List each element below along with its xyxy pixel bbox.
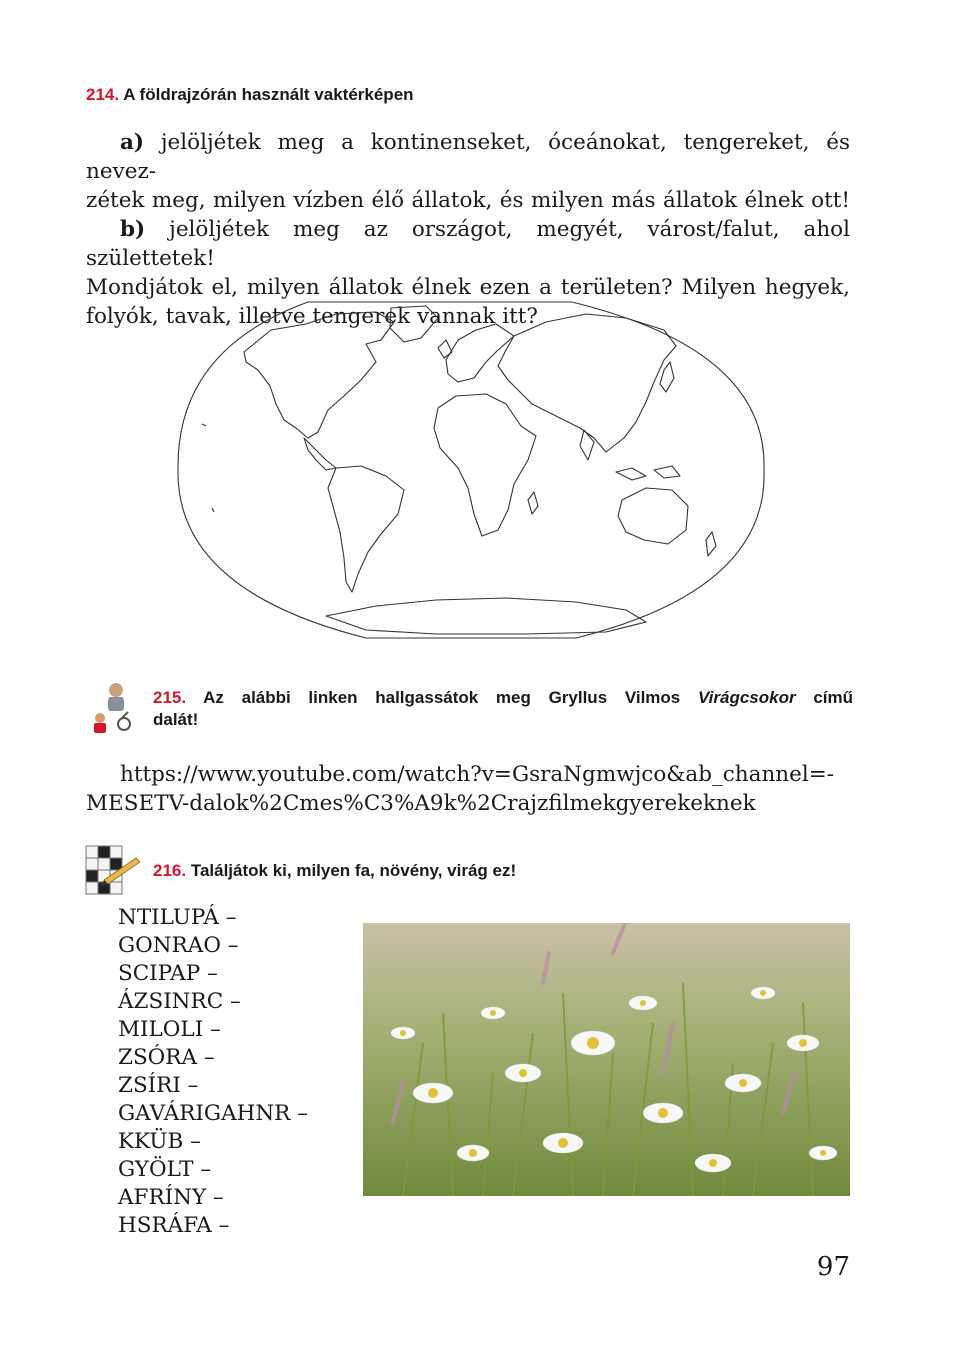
paragraph-b-line1: [86, 215, 850, 273]
task-title: Találjátok ki, milyen fa, növény, virág ez!: [190, 861, 517, 880]
riddle-item: ZSÓRA –: [118, 1045, 215, 1070]
crossword-icon: [84, 840, 144, 896]
paragraph-b-line2: Mondjátok el, milyen állatok élnek ezen a területen? Milyen hegyek,: [86, 275, 850, 300]
url-line1[interactable]: https://www.youtube.com/watch?v=GsraNgmwjco&ab_channel=-: [120, 762, 835, 787]
task-215-line1: [153, 687, 853, 709]
riddle-item: ZSÍRI –: [118, 1073, 199, 1098]
paragraph-a-line1: [86, 128, 850, 186]
song-title: Virágcsokor: [697, 688, 796, 707]
task-216-heading: [153, 860, 516, 882]
riddle-item: SCIPAP –: [118, 961, 218, 986]
riddle-item: HSRÁFA –: [118, 1213, 230, 1238]
page-number: 97: [816, 1252, 850, 1282]
riddle-item: AFRÍNY –: [118, 1185, 224, 1210]
riddle-item: ÁZSINRC –: [118, 989, 241, 1014]
riddle-item: NTILUPÁ –: [118, 905, 237, 930]
blank-world-map: [176, 300, 768, 640]
crossword-pencil-icon: [84, 840, 144, 896]
text-a1: jelöljétek meg a kontinenseket, óceánokat, tengereket, és nevez-: [86, 130, 850, 184]
riddle-item: GAVÁRIGAHNR –: [118, 1101, 308, 1126]
task-215-heading: [153, 687, 853, 731]
url-line2[interactable]: MESETV-dalok%2Cmes%C3%A9k%2Crajzfilmekgyerekeknek: [86, 791, 756, 816]
paragraph-b-line3: folyók, tavak, illetve tengerek vannak itt?: [86, 304, 538, 329]
task-title: A földrajzórán használt vaktérképen: [123, 85, 414, 104]
label-b: b): [120, 217, 146, 242]
task-214-heading: [86, 84, 414, 106]
music-children-icon: [86, 678, 138, 740]
task-number: 215.: [153, 688, 187, 707]
riddle-item: MILOLI –: [118, 1017, 221, 1042]
task-number: 216.: [153, 861, 187, 880]
task-215-line2: dalát!: [153, 710, 199, 729]
task-215-text: Az alábbi linken hallgassátok meg Gryllus Vilmos: [203, 688, 681, 707]
riddle-item: GYÖLT –: [118, 1157, 212, 1182]
riddle-item: GONRAO –: [118, 933, 239, 958]
text-b1: jelöljétek meg az országot, megyét, várost/falut, ahol születtetek!: [86, 217, 850, 271]
task-number: 214.: [86, 85, 120, 104]
song-link[interactable]: [86, 760, 850, 818]
label-a: a): [120, 130, 145, 155]
world-map-outline: [176, 300, 768, 640]
riddle-item: KKÜB –: [118, 1129, 201, 1154]
song-icon: [86, 678, 138, 740]
meadow-flowers-photo: [363, 923, 850, 1196]
paragraph-a-line2: zétek meg, milyen vízben élő állatok, és milyen más állatok élnek ott!: [86, 188, 850, 213]
daisy-meadow-image: [363, 923, 850, 1196]
task-215-text-after: című: [813, 688, 853, 707]
riddle-list: [118, 904, 308, 1240]
